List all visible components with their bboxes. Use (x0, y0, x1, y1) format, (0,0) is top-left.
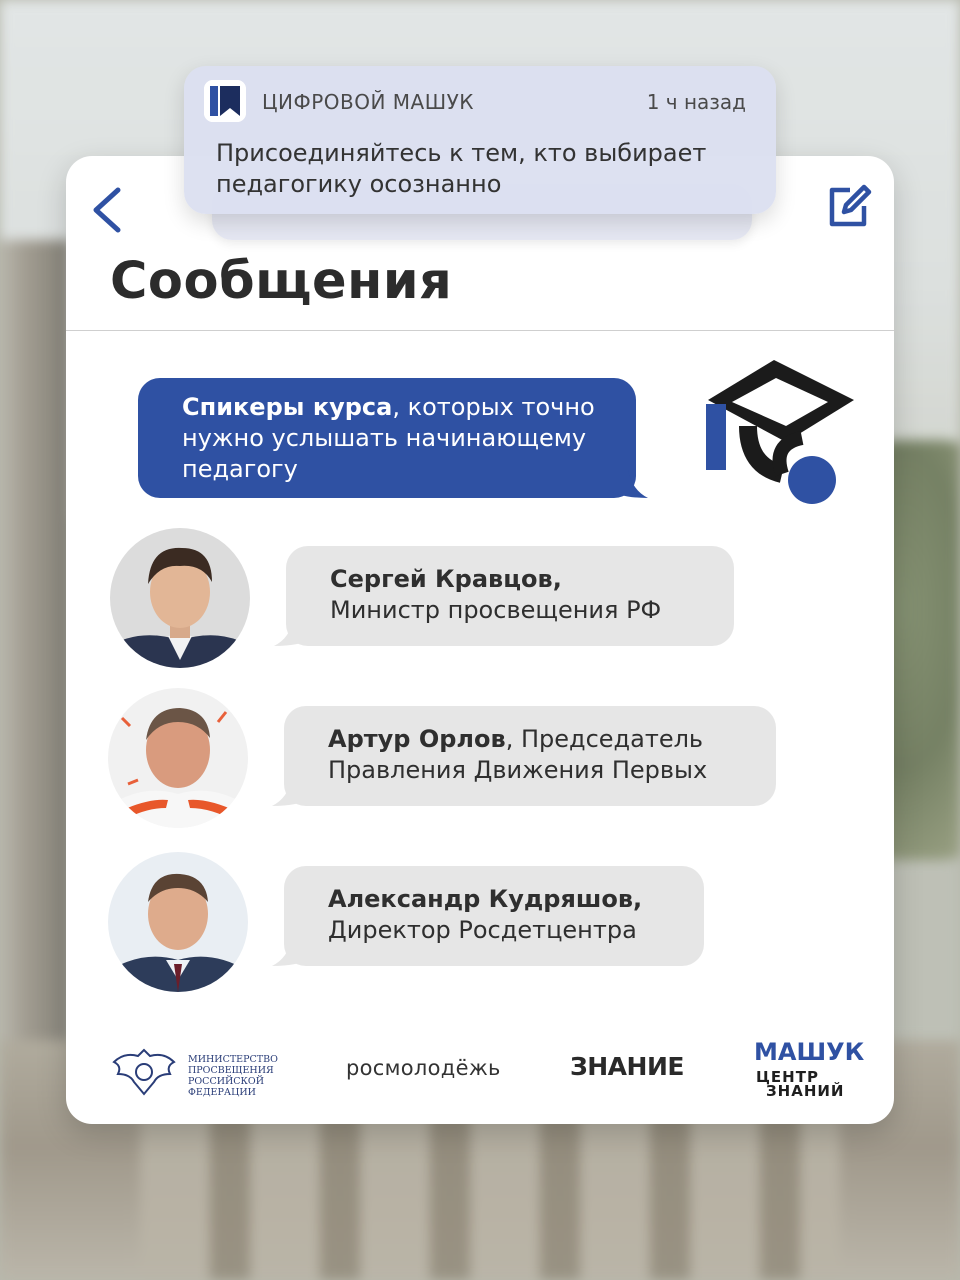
graduation-cap-logo-icon (702, 356, 862, 512)
speaker-1-bubble (286, 546, 734, 646)
notification-app-name: ЦИФРОВОЙ МАШУК (262, 90, 474, 114)
avatar-speaker-3 (108, 852, 248, 992)
speaker-3-name: Александр Кудряшов, (328, 885, 643, 913)
speaker-2-role: Правления Движения Первых (328, 756, 708, 784)
speaker-2-name: Артур Орлов (328, 725, 506, 753)
mashuk-logo (752, 1038, 865, 1100)
speaker-3-role: Директор Росдетцентра (328, 916, 637, 944)
znanie-logo: ЗНАНИЕ (570, 1052, 684, 1081)
ministry-label: МИНИСТЕРСТВО ПРОСВЕЩЕНИЯ РОССИЙСКОЙ ФЕДЕРАЦИИ (188, 1054, 278, 1098)
partner-logos (66, 1034, 894, 1104)
coat-of-arms-icon (108, 1044, 180, 1100)
intro-bold-text: Спикеры курса (182, 393, 393, 421)
messages-screen (66, 156, 894, 1124)
avatar-speaker-2 (108, 688, 248, 828)
speaker-2-bubble (284, 706, 776, 806)
intro-text: , которых точно нужно услышать начинающему педагогу (182, 393, 595, 483)
push-notification[interactable] (184, 66, 776, 214)
speaker-3-bubble (284, 866, 704, 966)
avatar-speaker-1 (110, 528, 250, 668)
intro-message-bubble (138, 378, 636, 498)
app-icon (204, 80, 246, 122)
mashuk-title: МАШУК (754, 1038, 865, 1066)
mashuk-line-2: ЗНАНИЙ (766, 1082, 845, 1100)
ministry-logo (108, 1040, 278, 1100)
rosmolodezh-logo: росмолодёжь (346, 1056, 501, 1080)
speaker-1-name: Сергей Кравцов, (330, 565, 562, 593)
compose-icon[interactable] (824, 182, 872, 230)
mashuk-line-1: ЦЕНТР (756, 1068, 819, 1086)
divider (66, 330, 894, 331)
page-title: Сообщения (110, 252, 453, 311)
speaker-1-role: Министр просвещения РФ (330, 596, 662, 624)
speaker-2-role-inline: , Председатель (505, 725, 704, 753)
chevron-left-icon[interactable] (88, 186, 128, 234)
notification-time: 1 ч назад (646, 90, 746, 114)
notification-message: Присоединяйтесь к тем, кто выбирает педагогику осознанно (216, 139, 707, 198)
